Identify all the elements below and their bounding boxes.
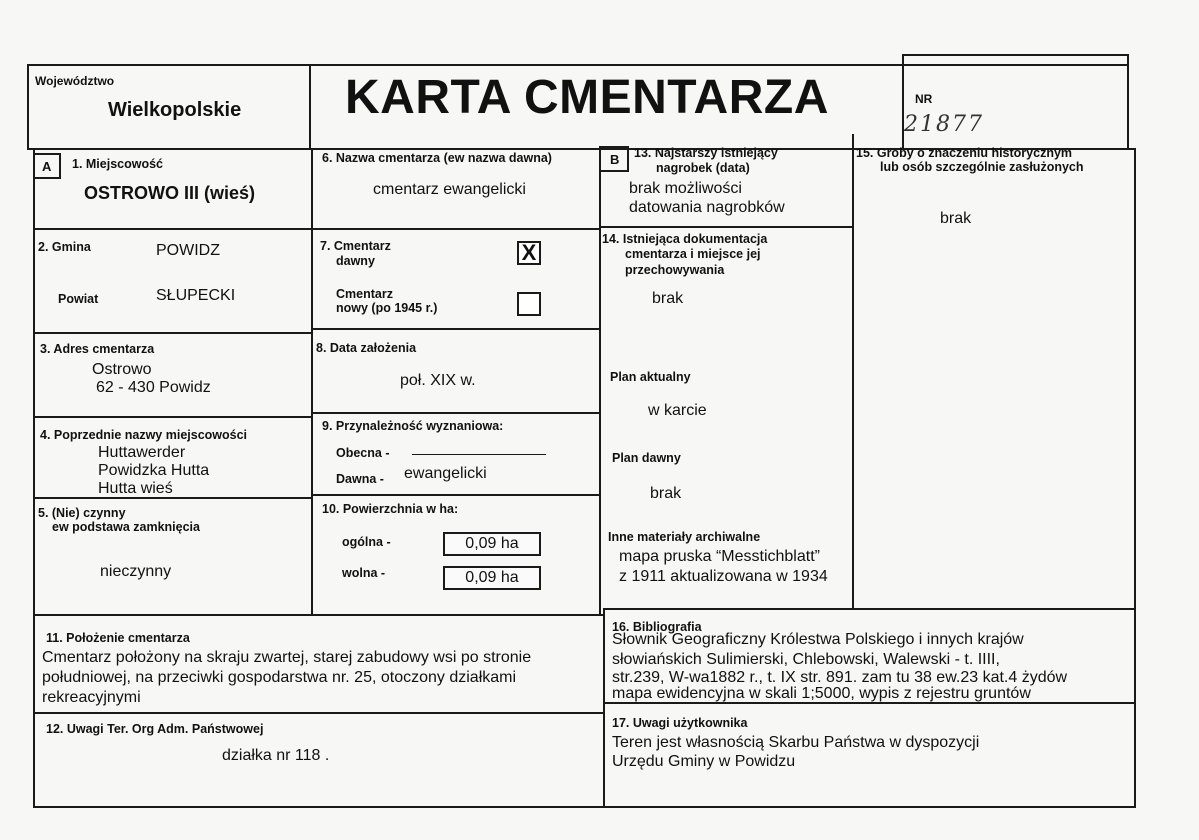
oldest-grave-label-line-2: nagrobek (data) [656, 161, 750, 175]
row-line-c3 [311, 412, 599, 414]
admin-remarks-value: działka nr 118 . [222, 747, 330, 764]
bibliography-line-2: słowiańskich Sulimierski, Chlebowski, Walewski - t. IIII, [612, 651, 1000, 668]
plan-old-value: brak [650, 485, 682, 502]
old-cemetery-check-mark: X [521, 240, 537, 265]
admin-remarks-label: 12. Uwagi Ter. Org Adm. Państwowej [46, 722, 264, 736]
cemetery-type-label-line-2: dawny [336, 254, 375, 268]
locality-value: OSTROWO III (wieś) [84, 183, 256, 203]
location-line-2: południowej, na przeciwki gospodarstwa nr. 25, otoczony działkami [42, 669, 517, 686]
bibliography-line-1: Słownik Geograficzny Królestwa Polskiego i innych krajów [612, 631, 1024, 648]
address-label: 3. Adres cmentarza [40, 342, 155, 356]
nr-box-top [902, 54, 1128, 56]
archive-line-1: mapa pruska “Messtichblatt” [619, 548, 820, 565]
active-label-line-1: 5. (Nie) czynny [38, 506, 126, 520]
nr-box-right [1127, 54, 1129, 136]
denomination-former-value: ewangelicki [404, 465, 487, 482]
new-cemetery-label-line-1: Cmentarz [336, 287, 393, 301]
bibliography-label: 16. Bibliografia [612, 620, 702, 634]
active-value: nieczynny [100, 563, 172, 580]
col-line-1 [311, 148, 313, 614]
historic-graves-label-line-1: 15. Groby o znaczeniu historycznym [856, 146, 1073, 160]
col-line-3 [852, 134, 854, 610]
col-line-bottom [603, 610, 605, 808]
documentation-label-line-3: przechowywania [625, 263, 725, 277]
voivodeship-value: Wielkopolskie [108, 99, 242, 121]
active-label-line-2: ew podstawa zamknięcia [52, 520, 200, 534]
area-label: 10. Powierzchnia w ha: [322, 502, 459, 516]
historic-graves-value: brak [940, 210, 972, 227]
locality-label: 1. Miejscowość [72, 157, 164, 171]
bibliography-line-3: str.239, W-wa1882 r., t. IX str. 891. zam tu 38 ew.23 kat.4 żydów [612, 669, 1068, 686]
gmina-label: 2. Gmina [38, 240, 91, 254]
plan-old-label: Plan dawny [612, 451, 681, 465]
row-line-b1 [599, 226, 852, 228]
gmina-value: POWIDZ [156, 242, 220, 259]
oldest-grave-value-line-1: brak możliwości [629, 180, 742, 197]
user-remarks-line-2: Urzędu Gminy w Powidzu [612, 753, 796, 770]
denomination-current-label: Obecna - [336, 446, 390, 460]
location-line-3: rekreacyjnymi [42, 689, 141, 706]
new-cemetery-label-line-2: nowy (po 1945 r.) [336, 301, 438, 315]
old-cemetery-checkbox[interactable] [517, 241, 541, 265]
denomination-former-label: Dawna - [336, 472, 384, 486]
cemetery-name-value: cmentarz ewangelicki [373, 181, 526, 198]
area-free-field: 0,09 ha [443, 566, 541, 590]
location-line-1: Cmentarz położony na skraju zwartej, starej zabudowy wsi po stronie [42, 649, 532, 666]
address-line-1: Ostrowo [92, 361, 152, 378]
bibliography-line-4: mapa ewidencyjna w skali 1;5000, wypis z rejestru gruntów [612, 685, 1031, 702]
user-remarks-line-1: Teren jest własnością Skarbu Państwa w dyspozycji [612, 734, 980, 751]
documentation-value: brak [652, 290, 684, 307]
previous-name-3: Hutta wieś [98, 480, 173, 497]
founded-value: poł. XIX w. [400, 372, 476, 389]
row-line-c4 [311, 494, 599, 496]
oldest-grave-value-line-2: datowania nagrobków [629, 199, 785, 216]
cemetery-type-label-line-1: 7. Cmentarz [320, 239, 391, 253]
denomination-label: 9. Przynależność wyznaniowa: [322, 419, 504, 433]
previous-name-1: Huttawerder [98, 444, 186, 461]
row-line-a2 [33, 332, 311, 334]
documentation-label-line-1: 14. Istniejąca dokumentacja [602, 232, 768, 246]
col-line-2 [599, 148, 601, 614]
row-line-mid-left [33, 614, 603, 616]
new-cemetery-checkbox[interactable] [517, 292, 541, 316]
address-line-2: 62 - 430 Powidz [96, 379, 211, 396]
row-line-a1 [33, 228, 311, 230]
row-line-mid-right [603, 608, 1136, 610]
section-b-letter: B [610, 152, 620, 167]
cemetery-name-label: 6. Nazwa cmentarza (ew nazwa dawna) [322, 151, 552, 165]
section-a-letter: A [42, 159, 52, 174]
archive-label: Inne materiały archiwalne [608, 530, 761, 544]
plan-current-label: Plan aktualny [610, 370, 691, 384]
documentation-label-line-2: cmentarza i miejsce jej [625, 247, 761, 261]
row-line-c2 [311, 328, 599, 330]
row-line-bottom-left [33, 712, 603, 714]
user-remarks-label: 17. Uwagi użytkownika [612, 716, 748, 730]
denomination-current-blank [412, 454, 546, 455]
nr-handwritten-value: 21877 [904, 112, 984, 137]
oldest-grave-label-line-1: 13. Najstarszy istniejący [634, 146, 778, 160]
location-label: 11. Położenie cmentarza [46, 631, 190, 645]
row-line-a3 [33, 416, 311, 418]
nr-label: NR [915, 92, 933, 106]
historic-graves-label-line-2: lub osób szczególnie zasłużonych [880, 160, 1084, 174]
powiat-label: Powiat [58, 292, 99, 306]
area-free-label: wolna - [342, 566, 386, 580]
previous-names-label: 4. Poprzednie nazwy miejscowości [40, 428, 248, 442]
plan-current-value: w karcie [648, 402, 707, 419]
previous-name-2: Powidzka Hutta [98, 462, 210, 479]
area-total-label: ogólna - [342, 535, 391, 549]
area-total-field: 0,09 ha [443, 532, 541, 556]
powiat-value: SŁUPECKI [156, 287, 236, 304]
header-divider-1 [309, 64, 311, 150]
archive-line-2: z 1911 aktualizowana w 1934 [619, 568, 828, 585]
page-title: KARTA CMENTARZA [345, 71, 829, 124]
voivodeship-label: Województwo [35, 74, 115, 88]
row-line-c1 [311, 228, 599, 230]
founded-label: 8. Data założenia [316, 341, 417, 355]
